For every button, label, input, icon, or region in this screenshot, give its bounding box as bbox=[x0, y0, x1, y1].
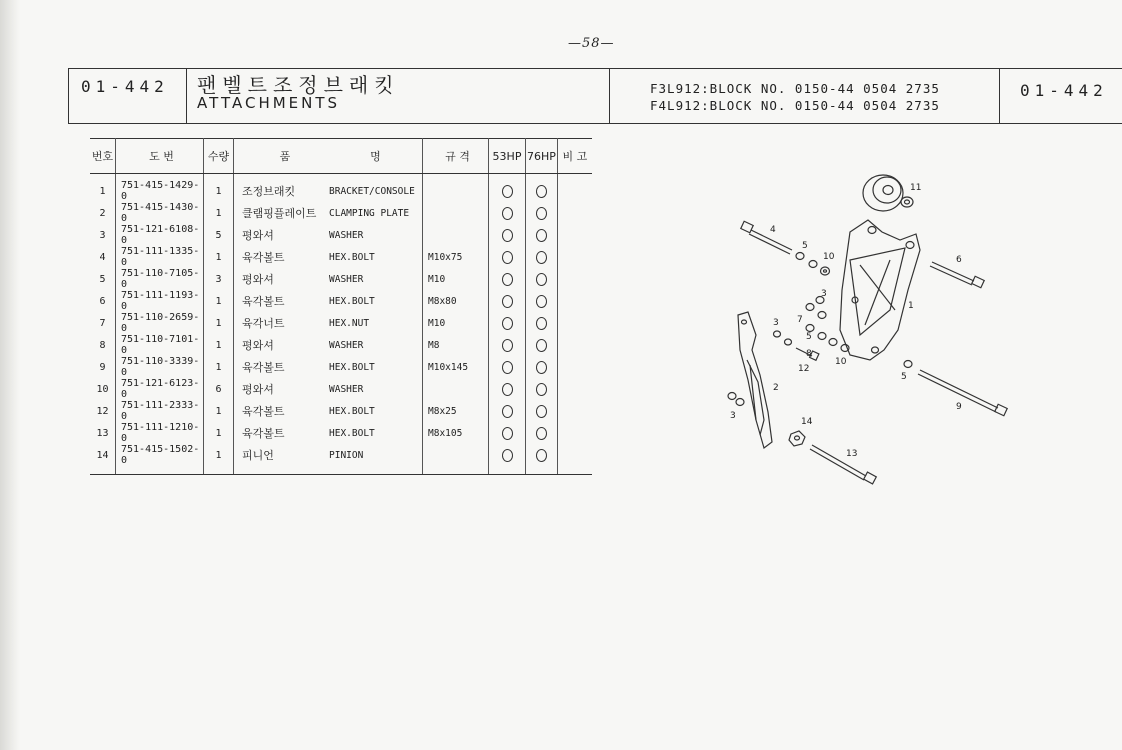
table-row bbox=[90, 224, 592, 246]
row-remarks bbox=[557, 268, 592, 290]
diagram-callout-label: 3 bbox=[821, 289, 827, 299]
row-76hp bbox=[526, 268, 558, 290]
row-name-kr: 육각볼트 bbox=[242, 405, 285, 418]
row-no: 8 bbox=[90, 334, 116, 356]
parts-table-body bbox=[90, 174, 592, 475]
row-qty: 1 bbox=[204, 422, 234, 444]
row-qty: 1 bbox=[204, 334, 234, 356]
row-53hp bbox=[489, 400, 526, 422]
col-header-name-en: 명 bbox=[329, 139, 423, 174]
row-76hp bbox=[526, 290, 558, 312]
col-header-name-kr: 품 bbox=[234, 139, 330, 174]
col-header-53hp: 53HP bbox=[489, 139, 526, 174]
applicable-circle-mark bbox=[502, 207, 513, 220]
row-part-no: 751-121-6108-0 bbox=[116, 224, 204, 246]
row-no: 10 bbox=[90, 378, 116, 400]
row-53hp bbox=[489, 378, 526, 400]
row-name-kr: 육각볼트 bbox=[242, 361, 285, 374]
applicable-circle-mark bbox=[502, 251, 513, 264]
diagram-callout-label: 4 bbox=[770, 225, 776, 235]
table-row bbox=[90, 400, 592, 422]
applicable-circle-mark bbox=[536, 207, 547, 220]
row-name-en: HEX.BOLT bbox=[329, 356, 423, 378]
row-53hp bbox=[489, 290, 526, 312]
row-53hp bbox=[489, 444, 526, 475]
row-76hp bbox=[526, 334, 558, 356]
table-row bbox=[90, 174, 592, 203]
row-no: 12 bbox=[90, 400, 116, 422]
row-53hp bbox=[489, 268, 526, 290]
table-row bbox=[90, 444, 592, 475]
title-english: ATTACHMENTS bbox=[197, 94, 341, 112]
row-part-no: 751-111-1335-0 bbox=[116, 246, 204, 268]
row-name-kr: 육각볼트 bbox=[242, 251, 285, 264]
row-qty: 6 bbox=[204, 378, 234, 400]
row-name-en: WASHER bbox=[329, 334, 423, 356]
row-spec: M10 bbox=[423, 268, 489, 290]
table-row bbox=[90, 202, 592, 224]
row-qty: 1 bbox=[204, 290, 234, 312]
row-76hp bbox=[526, 246, 558, 268]
applicable-circle-mark bbox=[536, 185, 547, 198]
applicable-circle-mark bbox=[502, 361, 513, 374]
row-spec: M8x25 bbox=[423, 400, 489, 422]
bolt-9-drawing bbox=[918, 370, 1007, 416]
row-qty: 1 bbox=[204, 400, 234, 422]
row-part-no: 751-111-2333-0 bbox=[116, 400, 204, 422]
col-header-part-no: 도 번 bbox=[116, 139, 204, 174]
table-row bbox=[90, 378, 592, 400]
row-part-no: 751-415-1502-0 bbox=[116, 444, 204, 475]
row-name-en: HEX.BOLT bbox=[329, 290, 423, 312]
diagram-callout-label: 14 bbox=[801, 417, 813, 427]
row-name-en: HEX.NUT bbox=[329, 312, 423, 334]
section-code-right: 01-442 bbox=[1020, 81, 1108, 100]
row-name-kr: 육각볼트 bbox=[242, 427, 285, 440]
row-76hp bbox=[526, 224, 558, 246]
row-76hp bbox=[526, 400, 558, 422]
row-spec bbox=[423, 202, 489, 224]
scan-edge bbox=[0, 0, 20, 750]
applicable-circle-mark bbox=[536, 251, 547, 264]
document-header bbox=[68, 68, 1122, 124]
row-no: 7 bbox=[90, 312, 116, 334]
row-no: 9 bbox=[90, 356, 116, 378]
row-name-en: WASHER bbox=[329, 268, 423, 290]
row-part-no: 751-111-1210-0 bbox=[116, 422, 204, 444]
row-name-kr: 조정브래킷 bbox=[242, 185, 296, 198]
row-qty: 1 bbox=[204, 444, 234, 475]
row-name-en: HEX.BOLT bbox=[329, 246, 423, 268]
table-row bbox=[90, 422, 592, 444]
diagram-callout-label: 5 bbox=[802, 241, 808, 251]
row-name-kr: 평와셔 bbox=[242, 339, 274, 352]
row-name-en: WASHER bbox=[329, 378, 423, 400]
row-remarks bbox=[557, 224, 592, 246]
row-76hp bbox=[526, 356, 558, 378]
col-header-76hp: 76HP bbox=[526, 139, 558, 174]
row-no: 2 bbox=[90, 202, 116, 224]
row-name-en: PINION bbox=[329, 444, 423, 475]
applicable-circle-mark bbox=[536, 339, 547, 352]
row-no: 13 bbox=[90, 422, 116, 444]
diagram-callout-label: 5 bbox=[806, 332, 812, 342]
diagram-callout-label: 10 bbox=[823, 252, 835, 262]
title-korean: 팬벨트조정브래킷 bbox=[197, 73, 400, 97]
row-name-kr: 평와셔 bbox=[242, 383, 274, 396]
col-header-remarks: 비 고 bbox=[557, 139, 592, 174]
parts-table bbox=[90, 138, 592, 475]
row-spec bbox=[423, 174, 489, 203]
page-number: —58— bbox=[568, 36, 615, 51]
row-name-en: CLAMPING PLATE bbox=[329, 202, 423, 224]
row-53hp bbox=[489, 334, 526, 356]
bolt-13-drawing bbox=[810, 445, 876, 484]
row-53hp bbox=[489, 356, 526, 378]
row-part-no: 751-110-7101-0 bbox=[116, 334, 204, 356]
applicable-circle-mark bbox=[536, 383, 547, 396]
row-53hp bbox=[489, 224, 526, 246]
row-remarks bbox=[557, 378, 592, 400]
row-qty: 1 bbox=[204, 312, 234, 334]
row-spec bbox=[423, 378, 489, 400]
row-spec: M10x75 bbox=[423, 246, 489, 268]
row-76hp bbox=[526, 444, 558, 475]
section-code-left: 01-442 bbox=[69, 69, 187, 123]
row-name-kr: 육각너트 bbox=[242, 317, 285, 330]
applicable-circle-mark bbox=[536, 361, 547, 374]
diagram-callout-label: 7 bbox=[797, 315, 803, 325]
applicable-circle-mark bbox=[536, 317, 547, 330]
row-qty: 1 bbox=[204, 174, 234, 203]
row-remarks bbox=[557, 444, 592, 475]
col-header-spec: 규 격 bbox=[423, 139, 489, 174]
row-remarks bbox=[557, 312, 592, 334]
exploded-parts-diagram bbox=[700, 150, 1020, 500]
row-remarks bbox=[557, 246, 592, 268]
clamping-plate-drawing bbox=[738, 312, 772, 448]
row-name-en: HEX.BOLT bbox=[329, 400, 423, 422]
row-qty: 5 bbox=[204, 224, 234, 246]
row-name-kr: 육각볼트 bbox=[242, 295, 285, 308]
row-name-kr: 평와셔 bbox=[242, 229, 274, 242]
row-qty: 1 bbox=[204, 202, 234, 224]
applicable-circle-mark bbox=[536, 405, 547, 418]
parts-table-header bbox=[90, 139, 592, 174]
row-qty: 1 bbox=[204, 356, 234, 378]
row-part-no: 751-110-2659-0 bbox=[116, 312, 204, 334]
block-numbers bbox=[610, 69, 1000, 123]
applicable-circle-mark bbox=[502, 449, 513, 462]
diagram-callout-label: 2 bbox=[773, 383, 779, 393]
applicable-circle-mark bbox=[536, 427, 547, 440]
row-remarks bbox=[557, 400, 592, 422]
row-spec: M8 bbox=[423, 334, 489, 356]
table-row bbox=[90, 268, 592, 290]
row-remarks bbox=[557, 356, 592, 378]
applicable-circle-mark bbox=[536, 295, 547, 308]
col-header-qty: 수량 bbox=[204, 139, 234, 174]
applicable-circle-mark bbox=[536, 273, 547, 286]
row-no: 1 bbox=[90, 174, 116, 203]
row-76hp bbox=[526, 202, 558, 224]
diagram-callout-label: 8 bbox=[806, 349, 812, 359]
row-53hp bbox=[489, 246, 526, 268]
applicable-circle-mark bbox=[502, 405, 513, 418]
row-spec: M10x145 bbox=[423, 356, 489, 378]
row-qty: 3 bbox=[204, 268, 234, 290]
row-name-kr: 피니언 bbox=[234, 444, 330, 475]
applicable-circle-mark bbox=[536, 229, 547, 242]
diagram-callout-label: 9 bbox=[956, 402, 962, 412]
table-row bbox=[90, 334, 592, 356]
row-76hp bbox=[526, 174, 558, 203]
applicable-circle-mark bbox=[502, 339, 513, 352]
applicable-circle-mark bbox=[502, 317, 513, 330]
diagram-callout-label: 13 bbox=[846, 449, 858, 459]
row-part-no: 751-110-3339-0 bbox=[116, 356, 204, 378]
row-part-no: 751-415-1429-0 bbox=[116, 174, 204, 203]
table-row bbox=[90, 290, 592, 312]
row-spec: M10 bbox=[423, 312, 489, 334]
row-no: 4 bbox=[90, 246, 116, 268]
row-qty: 1 bbox=[204, 246, 234, 268]
row-remarks bbox=[557, 422, 592, 444]
diagram-callout-label: 5 bbox=[901, 372, 907, 382]
row-part-no: 751-415-1430-0 bbox=[116, 202, 204, 224]
row-76hp bbox=[526, 312, 558, 334]
bracket-console-drawing bbox=[840, 220, 920, 360]
row-spec bbox=[423, 224, 489, 246]
diagram-callout-label: 11 bbox=[910, 183, 922, 193]
row-spec bbox=[423, 444, 489, 475]
table-row bbox=[90, 246, 592, 268]
bolt-4-drawing bbox=[741, 221, 792, 254]
applicable-circle-mark bbox=[502, 427, 513, 440]
row-53hp bbox=[489, 312, 526, 334]
row-53hp bbox=[489, 422, 526, 444]
diagram-callout-label: 3 bbox=[773, 318, 779, 328]
row-53hp bbox=[489, 174, 526, 203]
table-row bbox=[90, 356, 592, 378]
row-remarks bbox=[557, 290, 592, 312]
row-no: 5 bbox=[90, 268, 116, 290]
row-part-no: 751-110-7105-0 bbox=[116, 268, 204, 290]
diagram-callout-label: 3 bbox=[730, 411, 736, 421]
row-part-no: 751-121-6123-0 bbox=[116, 378, 204, 400]
row-remarks bbox=[557, 202, 592, 224]
row-name-kr: 클램핑플레이트 bbox=[242, 207, 317, 220]
bolt-6-drawing bbox=[930, 262, 984, 288]
title-box bbox=[187, 69, 610, 123]
pulley-drawing bbox=[863, 175, 913, 211]
applicable-circle-mark bbox=[502, 295, 513, 308]
diagram-callout-label: 12 bbox=[798, 364, 810, 374]
applicable-circle-mark bbox=[502, 229, 513, 242]
row-no: 6 bbox=[90, 290, 116, 312]
row-name-kr: 평와셔 bbox=[242, 273, 274, 286]
diagram-callout-label: 6 bbox=[956, 255, 962, 265]
row-remarks bbox=[557, 334, 592, 356]
row-53hp bbox=[489, 202, 526, 224]
row-no: 14 bbox=[90, 444, 116, 475]
row-name-en: WASHER bbox=[329, 224, 423, 246]
applicable-circle-mark bbox=[536, 449, 547, 462]
row-part-no: 751-111-1193-0 bbox=[116, 290, 204, 312]
block-line-f4l912: F4L912:BLOCK NO. 0150-44 0504 2735 bbox=[650, 98, 940, 113]
row-76hp bbox=[526, 378, 558, 400]
row-name-en: BRACKET/CONSOLE bbox=[329, 174, 423, 203]
col-header-no: 번호 bbox=[90, 139, 116, 174]
row-name-en: HEX.BOLT bbox=[329, 422, 423, 444]
row-spec: M8x80 bbox=[423, 290, 489, 312]
table-row bbox=[90, 312, 592, 334]
block-line-f3l912: F3L912:BLOCK NO. 0150-44 0504 2735 bbox=[650, 81, 940, 96]
row-remarks bbox=[557, 174, 592, 203]
applicable-circle-mark bbox=[502, 273, 513, 286]
row-no: 3 bbox=[90, 224, 116, 246]
diagram-callout-label: 1 bbox=[908, 301, 914, 311]
applicable-circle-mark bbox=[502, 185, 513, 198]
diagram-callout-label: 10 bbox=[835, 357, 847, 367]
row-76hp bbox=[526, 422, 558, 444]
row-spec: M8x105 bbox=[423, 422, 489, 444]
applicable-circle-mark bbox=[502, 383, 513, 396]
